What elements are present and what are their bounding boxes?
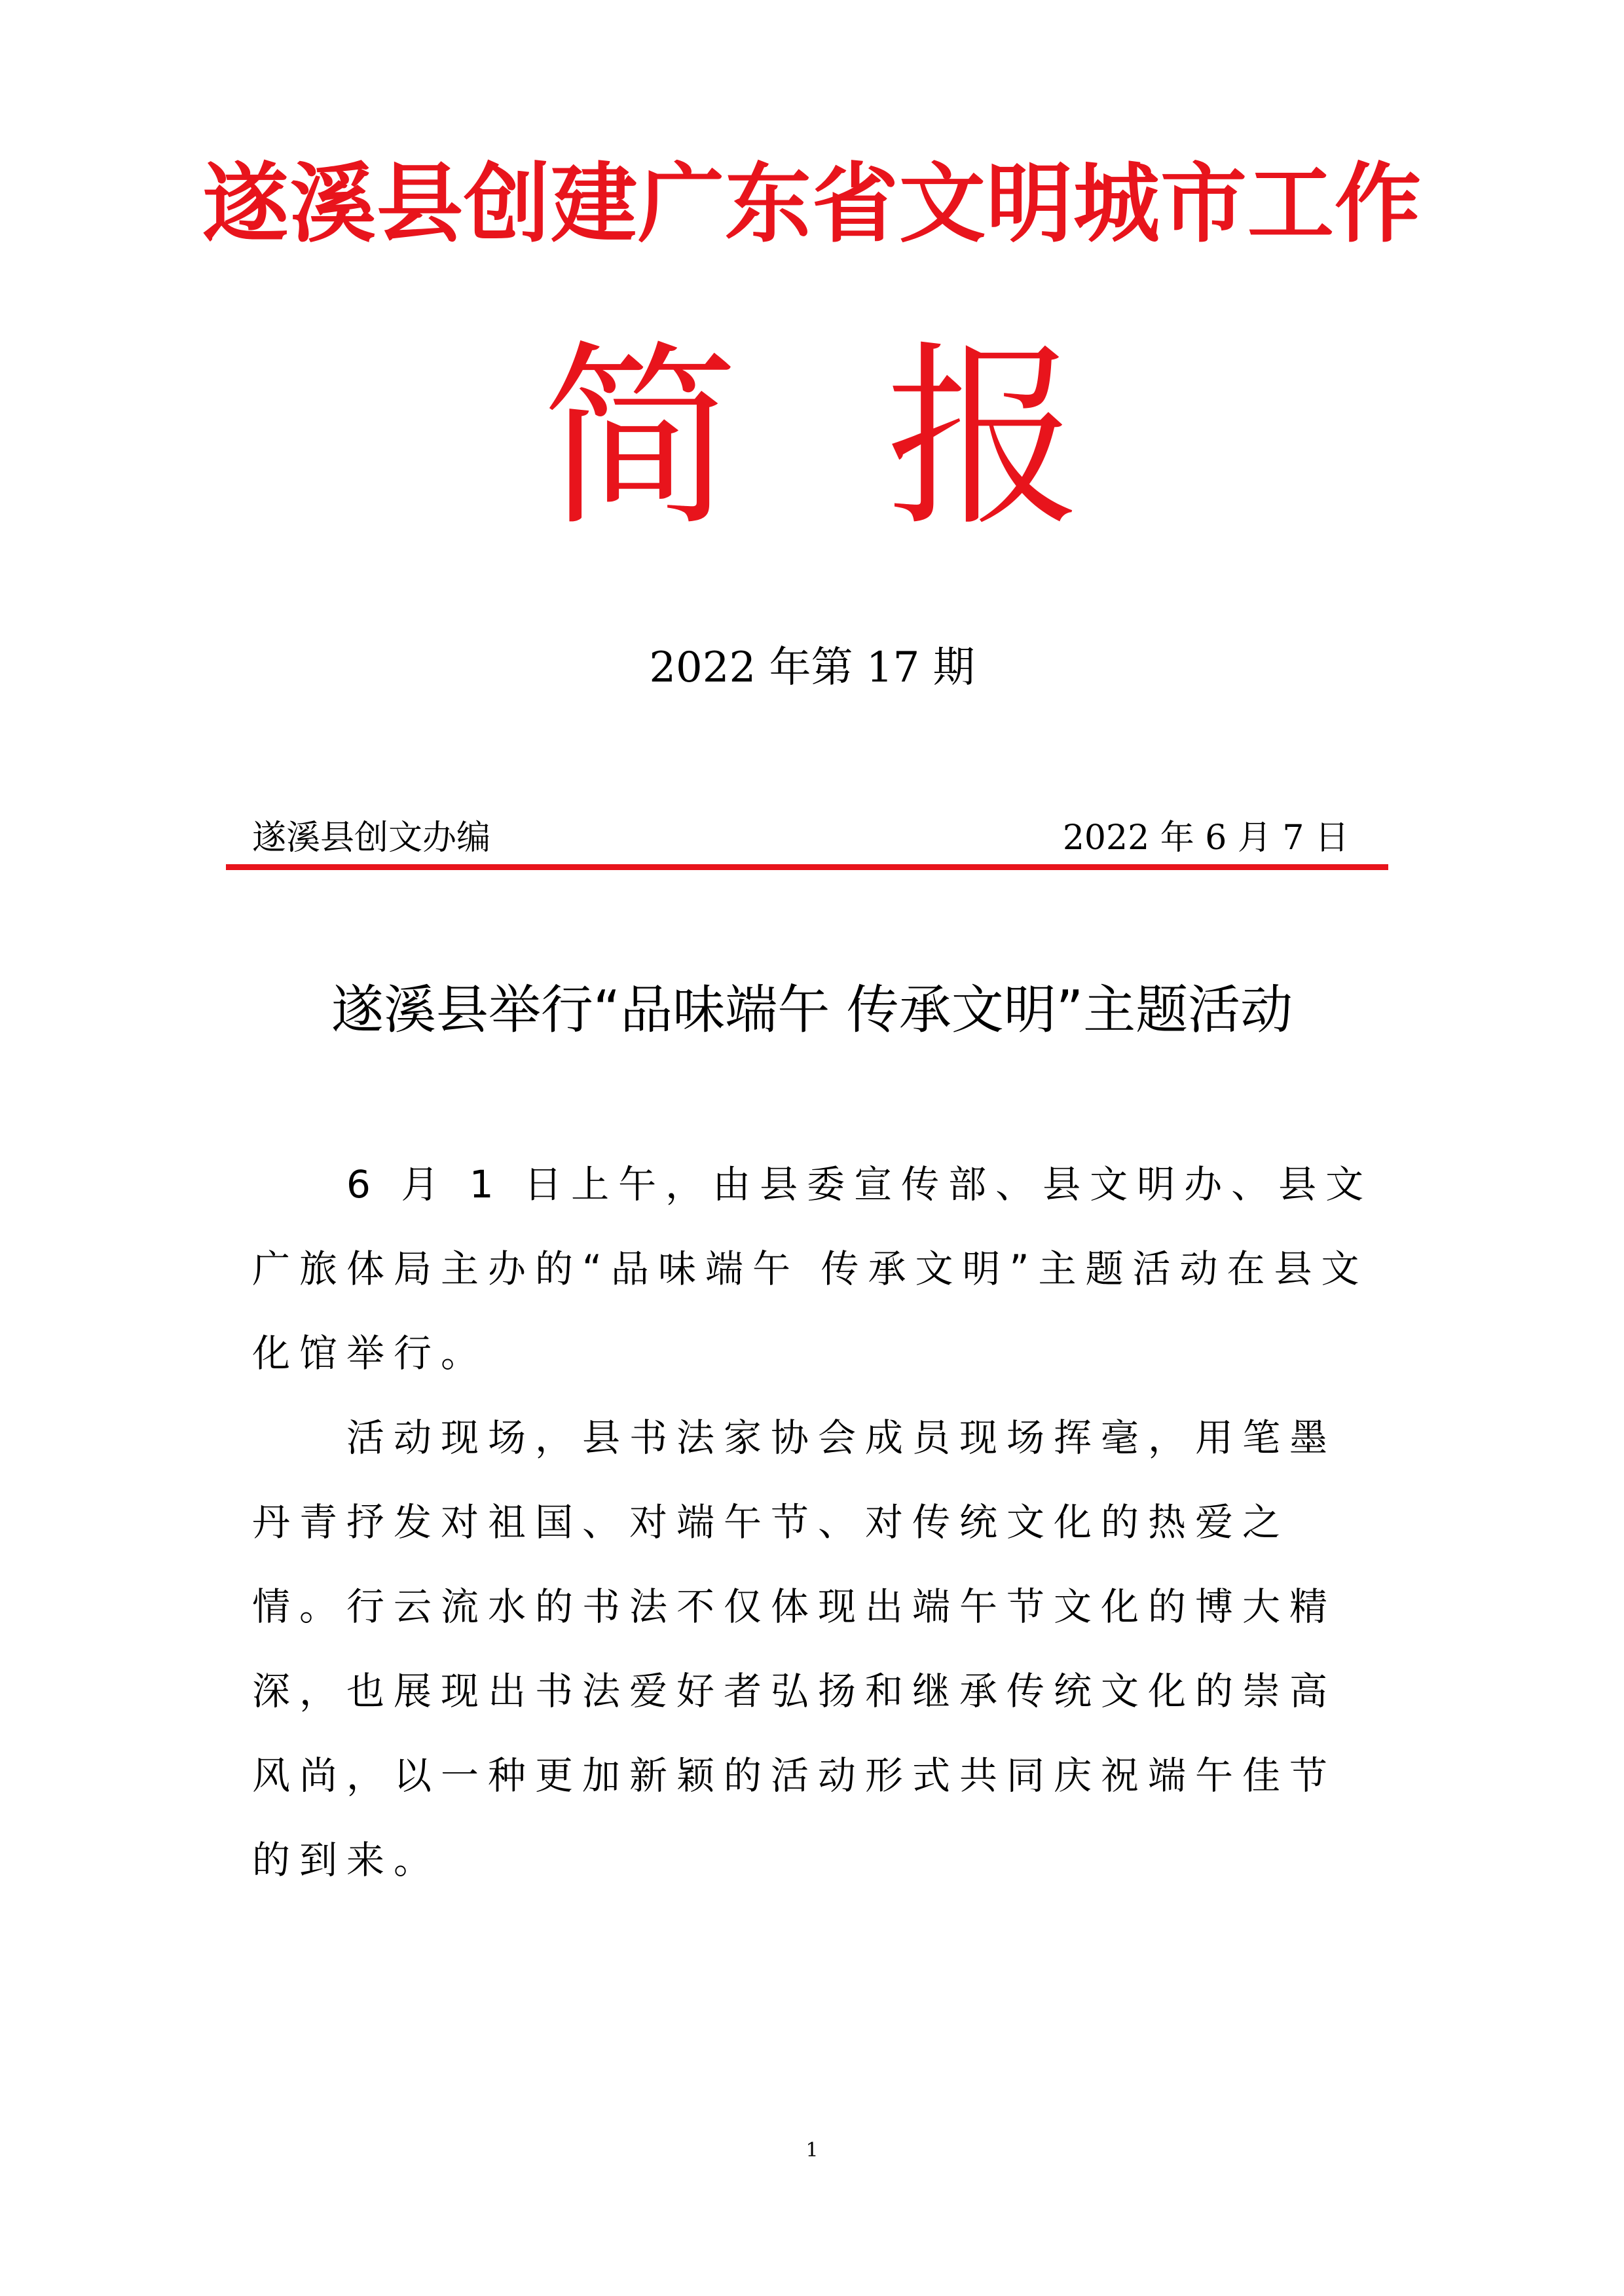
editor-line: 遂溪县创文办编: [252, 818, 491, 858]
page-number: 1: [805, 2139, 819, 2162]
article-body: [252, 1142, 1382, 1903]
masthead-title: 遂溪县创建广东省文明城市工作: [202, 154, 1422, 255]
paragraph: 活动现场，县书法家协会成员现场挥毫，用笔墨丹青抒发对祖国、对端午节、对传统文化的热爱之情。行云流水的书法不仅体现出端午节文化的博大精深，也展现出书法爱好者弘扬和继承传统文化的崇高风尚，以一种更加新颖的活动形式共同庆祝端午佳节的到来。: [252, 1415, 1337, 1882]
masthead-char-jian: 简: [542, 324, 739, 553]
paragraph: 6 月 1 日上午，由县委宣传部、县文明办、县文广旅体局主办的“品味端午 传承文明”主题活动在县文化馆举行。: [252, 1162, 1373, 1376]
red-divider-rule: [226, 864, 1388, 870]
issue-number: 2022 年第 17 期: [649, 644, 975, 692]
article-title: 遂溪县举行“品味端午 传承文明”主题活动: [331, 979, 1293, 1040]
masthead-char-bao: 报: [885, 324, 1082, 553]
masthead-bulletin-heading: [0, 314, 1624, 563]
publish-date: 2022 年 6 月 7 日: [1062, 818, 1349, 858]
